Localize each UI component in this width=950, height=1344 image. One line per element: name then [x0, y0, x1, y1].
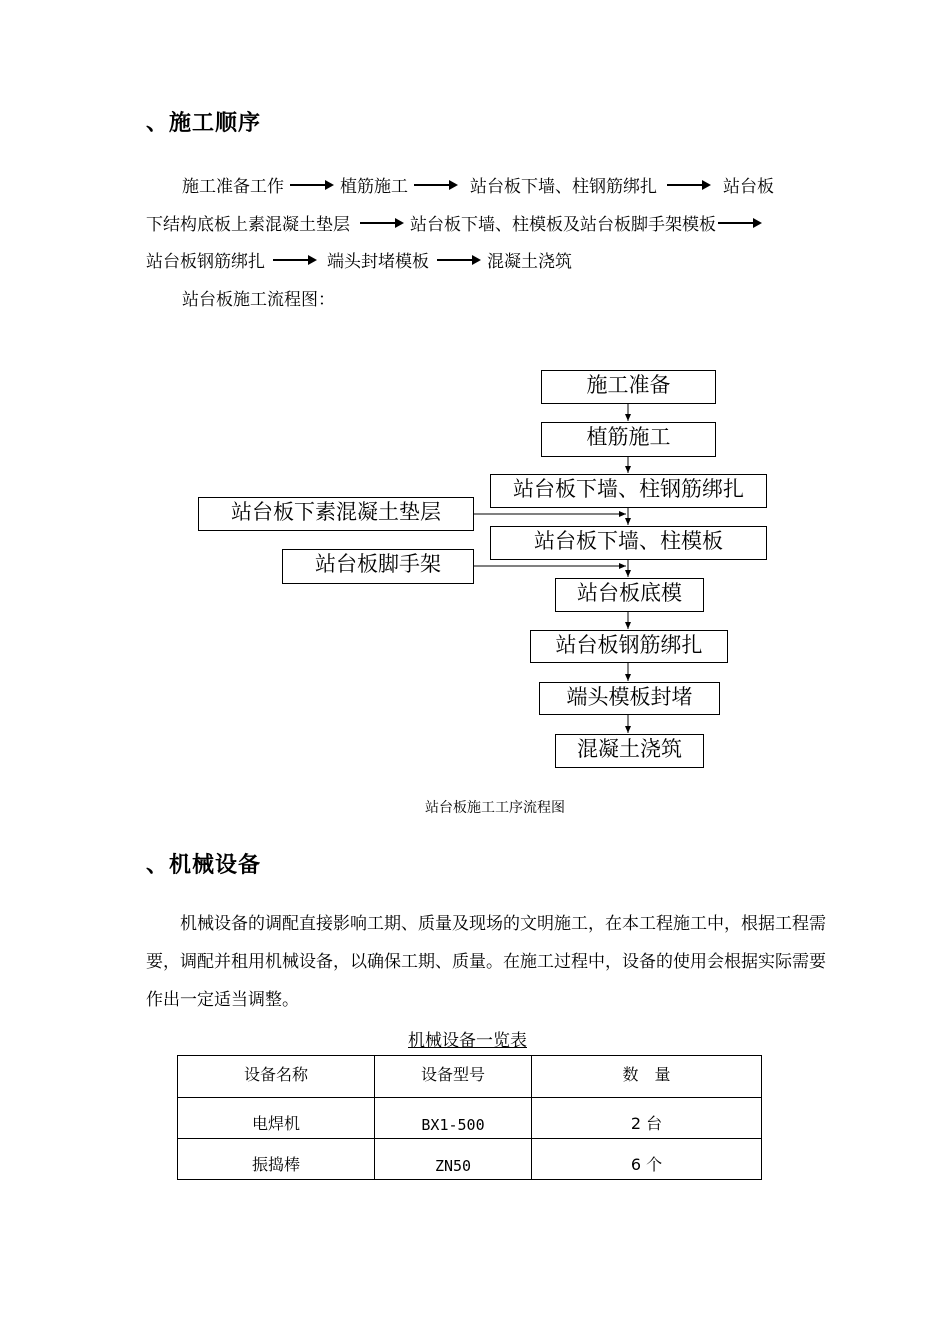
equipment-table [177, 1055, 762, 1180]
flow-step-text: 站台板钢筋绑扎 [146, 252, 265, 272]
flow-step-text: 混凝土浇筑 [487, 252, 572, 272]
flow-box-concrete-cushion: 站台板下素混凝土垫层 [198, 497, 474, 531]
section-heading-construction-sequence: 、施工顺序 [146, 111, 262, 136]
table-row [178, 1098, 762, 1139]
table-cell: BX1-500 [375, 1098, 532, 1139]
flow-step-text: 站台板下墙、柱钢筋绑扎 [470, 177, 657, 197]
section-heading-machinery: 、机械设备 [146, 853, 262, 878]
equipment-table-title: 机械设备一览表 [408, 1031, 527, 1051]
table-cell: 电焊机 [178, 1098, 375, 1139]
table-header-cell: 设备型号 [375, 1056, 532, 1098]
table-cell: 振捣棒 [178, 1139, 375, 1180]
flow-box-end-formwork: 端头模板封堵 [539, 682, 720, 715]
table-row [178, 1139, 762, 1180]
flowchart-intro: 站台板施工流程图： [182, 290, 335, 310]
flow-box-scaffold: 站台板脚手架 [282, 549, 474, 584]
flow-box-wall-column-rebar: 站台板下墙、柱钢筋绑扎 [490, 474, 767, 508]
flow-box-bottom-formwork: 站台板底模 [555, 578, 704, 612]
flowchart-caption: 站台板施工工序流程图 [425, 800, 565, 816]
table-cell: ZN50 [375, 1139, 532, 1180]
table-header-row [178, 1056, 762, 1098]
flow-box-preparation: 施工准备 [541, 370, 716, 404]
flow-box-slab-rebar: 站台板钢筋绑扎 [530, 630, 728, 663]
table-cell: 6 个 [532, 1139, 762, 1180]
machinery-paragraph: 机械设备的调配直接影响工期、质量及现场的文明施工，在本工程施工中，根据工程需要，调配并租用机械设备，以确保工期、质量。在施工过程中，设备的使用会根据实际需要作出一定适当调整。 [146, 914, 826, 1010]
table-header-cell: 数 量 [532, 1056, 762, 1098]
flow-step-text: 植筋施工 [340, 177, 408, 197]
flow-step-text: 端头封堵模板 [327, 252, 429, 272]
table-cell: 2 台 [532, 1098, 762, 1139]
table-header-cell: 设备名称 [178, 1056, 375, 1098]
flow-box-concrete-pouring: 混凝土浇筑 [555, 734, 704, 768]
flow-step-text: 施工准备工作 [182, 177, 284, 197]
flow-step-text: 下结构底板上素混凝土垫层 [146, 215, 350, 235]
flow-step-text: 站台板下墙、柱模板及站台板脚手架模板 [410, 215, 716, 235]
flow-box-wall-column-formwork: 站台板下墙、柱模板 [490, 526, 767, 560]
flow-box-rebar-planting: 植筋施工 [541, 422, 716, 457]
flow-step-text: 站台板 [723, 177, 774, 197]
